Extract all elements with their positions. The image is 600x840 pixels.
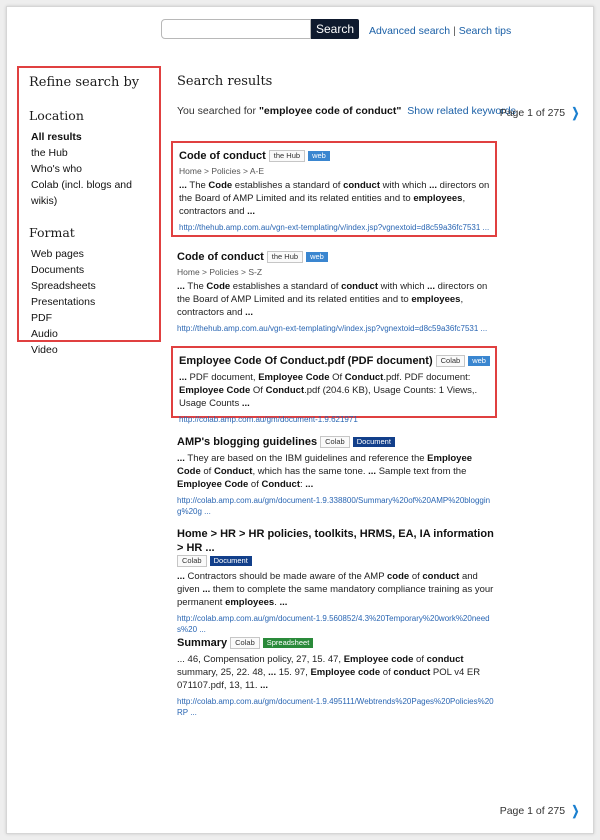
snippet-run: of <box>200 466 214 477</box>
source-badge: Colab <box>436 355 466 367</box>
snippet-run: , contractors and <box>179 193 466 217</box>
snippet-run: ... <box>241 398 250 409</box>
format-item-video[interactable]: Video <box>31 344 58 356</box>
format-item-audio[interactable]: Audio <box>31 328 58 340</box>
page-label: Page 1 of 275 <box>499 107 566 119</box>
snippet-run: ... <box>279 597 288 608</box>
snippet-run: summary, 25, 22. 48, <box>177 667 269 678</box>
search-bar <box>161 19 511 39</box>
snippet-run: code <box>387 571 410 582</box>
snippet-run: PDF document, <box>186 372 259 383</box>
snippet-run: Conduct <box>261 479 301 490</box>
snippet-run: , contractors and <box>177 294 464 318</box>
result-title[interactable]: Home > HR > HR policies, toolkits, HRMS, EA, IA information > HR ... <box>177 528 494 554</box>
snippet-run: employees <box>411 294 461 305</box>
result-item <box>171 429 497 517</box>
search-page <box>6 6 594 834</box>
next-page-icon[interactable]: ❯ <box>571 105 580 120</box>
format-item-pdf[interactable]: PDF <box>31 312 52 324</box>
search-input[interactable] <box>161 19 311 39</box>
result-url[interactable]: http://thehub.amp.com.au/vgn-ext-templating/v/index.jsp?vgnextoid=d8c59a36fc7531 ... <box>177 324 488 333</box>
results-title: Search results <box>177 74 273 89</box>
snippet-run: conduct <box>341 281 379 292</box>
snippet-run: Conduct <box>213 466 253 477</box>
format-item-presentations[interactable]: Presentations <box>31 296 96 308</box>
snippet-run: 15. 97, <box>276 667 311 678</box>
result-item <box>171 346 497 424</box>
related-keywords-link[interactable]: Show related keywords <box>407 105 516 117</box>
snippet-run: ... <box>429 180 438 191</box>
result-snippet <box>179 371 495 410</box>
snippet-run: them to complete the same mandatory compliance training as your permanent <box>177 584 494 608</box>
snippet-run: Of <box>329 372 345 383</box>
snippet-run: ... <box>202 584 211 595</box>
snippet-run: ... <box>177 453 185 464</box>
snippet-run: Employee Code <box>258 372 330 383</box>
snippet-run: of <box>413 654 427 665</box>
result-snippet <box>177 653 497 692</box>
result-title[interactable]: Employee Code Of Conduct.pdf (PDF document) <box>179 355 433 367</box>
location-item-all-results[interactable]: All results <box>31 131 82 143</box>
pager-bottom <box>500 803 581 819</box>
result-url[interactable]: http://thehub.amp.com.au/vgn-ext-templating/v/index.jsp?vgnextoid=d8c59a36fc7531 ... <box>179 223 490 232</box>
snippet-run: ... <box>179 372 187 383</box>
snippet-run: directors on the Board of AMP Limited and its related entities and to <box>177 281 488 305</box>
result-url[interactable]: http://colab.amp.com.au/gm/document-1.9.621971 <box>179 415 358 424</box>
snippet-run: employees <box>413 193 463 204</box>
advanced-search-link[interactable]: Advanced search <box>369 25 451 37</box>
snippet-run: ... <box>268 667 277 678</box>
snippet-run: directors on the Board of AMP Limited and its related entities and to <box>179 180 490 204</box>
location-heading: Location <box>29 108 84 123</box>
snippet-run: conduct <box>426 654 464 665</box>
result-url[interactable]: http://colab.amp.com.au/gm/document-1.9.560852/4.3%20Temporary%20work%20needs%20 ... <box>177 614 490 634</box>
refine-title: Refine search by <box>29 75 140 90</box>
snippet-run: The <box>186 180 209 191</box>
source-badge: the Hub <box>269 150 305 162</box>
snippet-run: ... <box>245 307 254 318</box>
snippet-run: with which <box>380 180 430 191</box>
snippet-run: establishes a standard of <box>232 180 344 191</box>
source-badge: the Hub <box>267 251 303 263</box>
format-heading: Format <box>29 225 75 240</box>
search-button[interactable]: Search <box>311 19 359 39</box>
result-url[interactable]: http://colab.amp.com.au/gm/document-1.9.495111/Webtrends%20Pages%20Policies%20RP ... <box>177 697 494 717</box>
result-title[interactable]: AMP's blogging guidelines <box>177 436 318 448</box>
query-summary <box>177 105 516 117</box>
snippet-run: Contractors should be made aware of the AMP <box>184 571 387 582</box>
snippet-run: and given <box>177 571 478 595</box>
location-item-the-hub[interactable]: the Hub <box>31 147 68 159</box>
result-item <box>171 521 497 635</box>
snippet-run: They are based on the IBM guidelines and reference the <box>184 453 428 464</box>
snippet-run: Conduct <box>265 385 305 396</box>
location-item-whos-who[interactable]: Who's who <box>31 163 83 175</box>
snippet-run: establishes a standard of <box>230 281 342 292</box>
snippet-run: with which <box>378 281 428 292</box>
snippet-run: Employee Code <box>177 479 249 490</box>
snippet-run: .pdf. PDF document: <box>383 372 471 383</box>
snippet-run: ... <box>427 281 436 292</box>
snippet-run: Code <box>206 281 231 292</box>
page-label: Page 1 of 275 <box>499 805 566 817</box>
source-badge: Colab <box>230 637 260 649</box>
snippet-run: ... <box>177 571 185 582</box>
snippet-run: ... <box>179 180 187 191</box>
snippet-run: The <box>184 281 207 292</box>
snippet-run: Employee code <box>310 667 381 678</box>
snippet-run: POL v4 ER 071107.pdf, 13, 11. <box>177 667 481 691</box>
snippet-run: Of <box>250 385 266 396</box>
snippet-run: ... <box>177 281 185 292</box>
result-snippet <box>177 280 497 319</box>
result-breadcrumb: Home > Policies > A-E <box>179 166 265 176</box>
snippet-run: conduct <box>343 180 381 191</box>
snippet-run: of <box>248 479 262 490</box>
snippet-run: employees <box>225 597 275 608</box>
snippet-run: Employee code <box>343 654 414 665</box>
snippet-run: ... <box>368 466 377 477</box>
result-breadcrumb: Home > Policies > S-Z <box>177 267 263 277</box>
type-badge: Document <box>210 556 252 566</box>
result-title[interactable]: Summary <box>177 637 228 649</box>
snippet-run: , which has the same tone. <box>252 466 369 477</box>
result-item <box>171 630 497 718</box>
snippet-run: Sample text from the <box>376 466 467 477</box>
format-item-spreadsheets[interactable]: Spreadsheets <box>31 280 96 292</box>
type-badge: Document <box>353 437 395 447</box>
result-title[interactable]: Code of conduct <box>179 150 266 162</box>
snippet-run: conduct <box>422 571 460 582</box>
snippet-run: .pdf (204.6 KB), Usage Counts: 1 Views,. Usage Counts <box>179 385 478 409</box>
pager-top <box>500 105 581 121</box>
snippet-run: ... <box>260 680 269 691</box>
snippet-run: Code <box>208 180 233 191</box>
link-separator: | <box>453 25 456 37</box>
snippet-run: Employee Code <box>179 385 251 396</box>
snippet-run: of <box>380 667 394 678</box>
source-badge: Colab <box>320 436 350 448</box>
refine-panel <box>17 66 161 356</box>
result-snippet <box>177 452 497 491</box>
snippet-run: of <box>409 571 423 582</box>
result-snippet <box>177 570 497 609</box>
type-badge: web <box>306 252 328 262</box>
query-text: "employee code of conduct" <box>258 105 402 117</box>
search-tips-link[interactable]: Search tips <box>458 25 512 37</box>
source-badge: Colab <box>177 555 207 567</box>
type-badge: web <box>468 356 490 366</box>
result-item <box>171 243 497 339</box>
format-list <box>29 246 159 358</box>
snippet-run: : <box>300 479 306 490</box>
format-item-documents[interactable]: Documents <box>31 264 85 276</box>
type-badge: Spreadsheet <box>263 638 314 648</box>
result-url[interactable]: http://colab.amp.com.au/gm/document-1.9.338800/Summary%20of%20AMP%20blogging%20g ... <box>177 496 491 516</box>
snippet-run: conduct <box>393 667 431 678</box>
result-snippet <box>179 179 495 218</box>
snippet-run: . <box>274 597 280 608</box>
next-page-icon[interactable]: ❯ <box>571 803 580 818</box>
snippet-run: ... <box>305 479 314 490</box>
location-item-colab[interactable]: Colab (incl. blogs and wikis) <box>31 179 132 207</box>
snippet-run: Employee Code <box>177 453 473 477</box>
result-item <box>171 141 497 237</box>
search-links <box>369 25 511 37</box>
snippet-run: ... 46, Compensation policy, 27, 15. 47, <box>177 654 344 665</box>
snippet-run: ... <box>247 206 256 217</box>
format-item-web-pages[interactable]: Web pages <box>31 248 84 260</box>
type-badge: web <box>308 151 330 161</box>
searched-prefix: You searched for <box>177 105 257 117</box>
location-list <box>29 129 159 209</box>
snippet-run: Conduct <box>344 372 384 383</box>
result-title[interactable]: Code of conduct <box>177 251 264 263</box>
